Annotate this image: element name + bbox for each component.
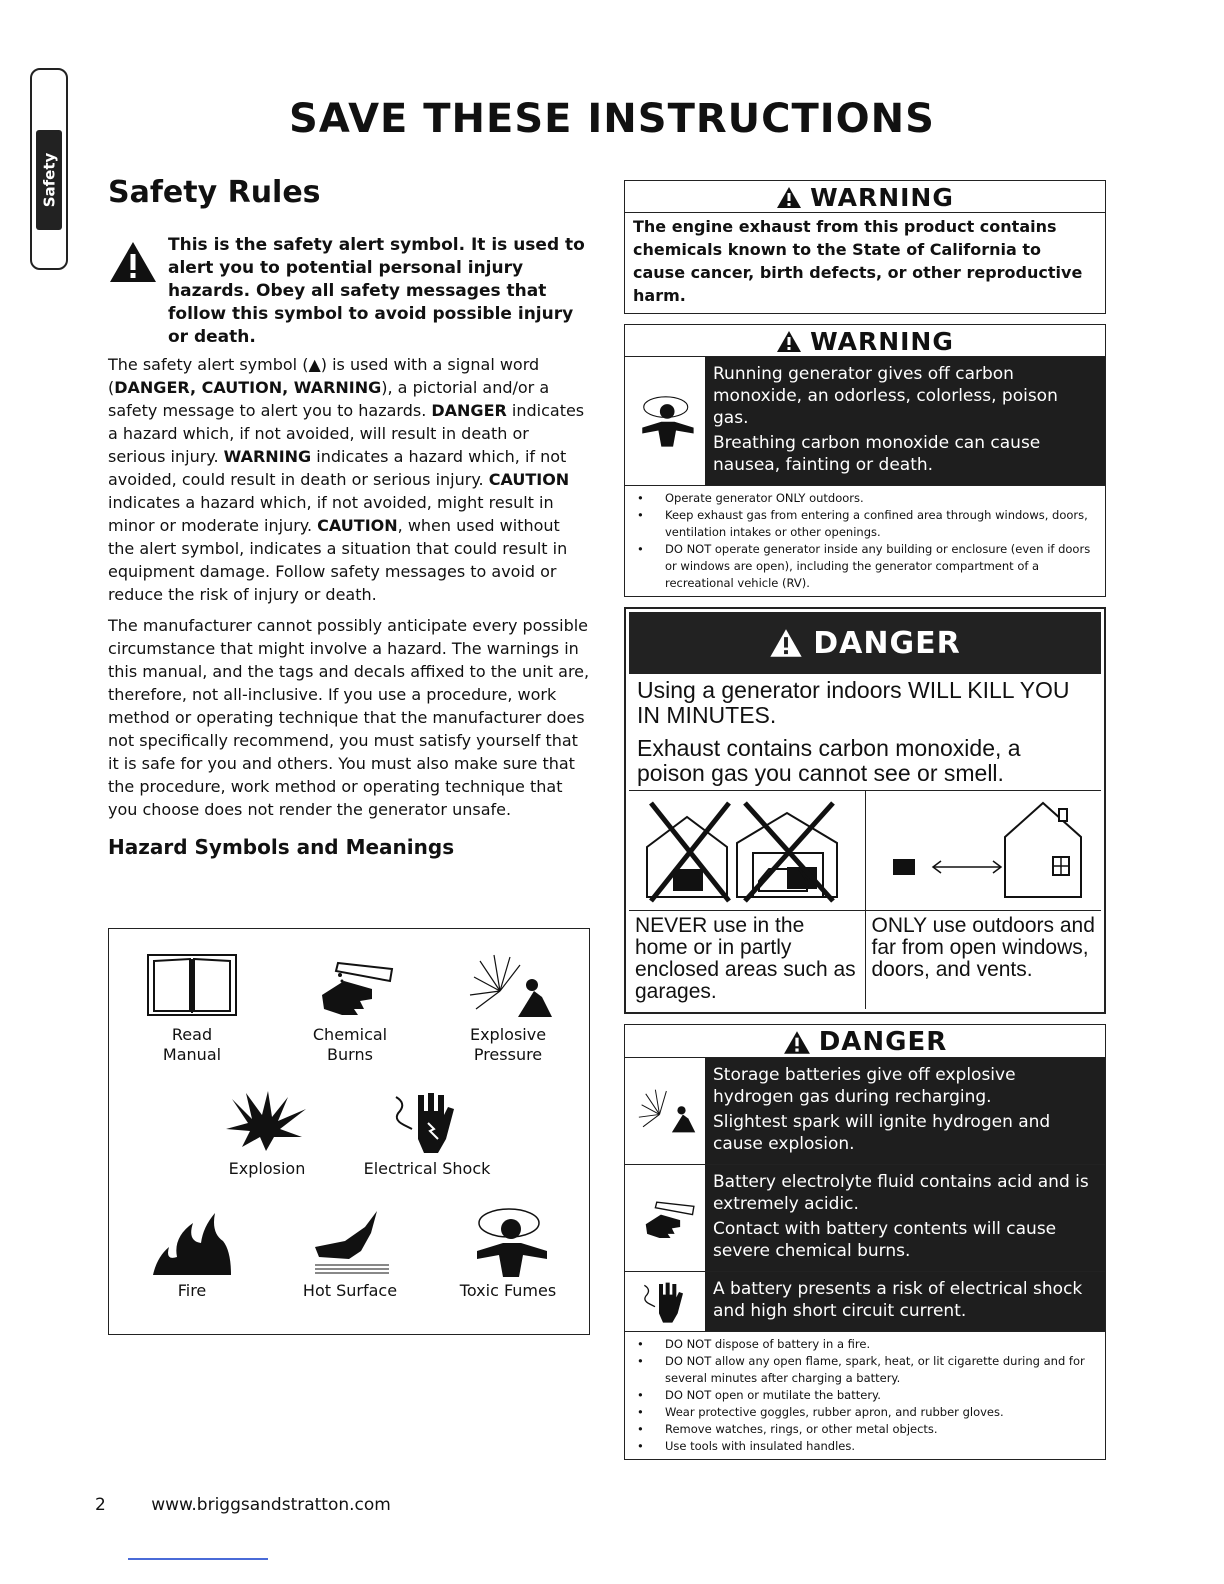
chemical-burn-icon xyxy=(632,1193,698,1243)
list-item: • Operate generator ONLY outdoors. xyxy=(637,490,1097,507)
danger-generator-indoors xyxy=(624,607,1106,1014)
only-outdoors-panel xyxy=(865,791,1102,1009)
warning-signal-1: WARNING xyxy=(625,181,1105,212)
hazard-explosion: Explosion xyxy=(207,1089,327,1179)
warning-signal-2: WARNING xyxy=(625,325,1105,356)
list-item: • Use tools with insulated handles. xyxy=(637,1438,1097,1455)
danger-line-2: Exhaust contains carbon monoxide, a poison gas you cannot see or smell. xyxy=(629,732,1101,791)
danger-signal-2: DANGER xyxy=(625,1025,1105,1057)
list-item: • Wear protective goggles, rubber apron, and rubber gloves. xyxy=(637,1404,1097,1421)
hazard-symbols-box xyxy=(108,928,590,1335)
safety-rules-section xyxy=(108,175,590,859)
co-warning-bullets xyxy=(625,485,1105,596)
list-item: • DO NOT dispose of battery in a fire. xyxy=(637,1336,1097,1353)
chemical-burn-icon xyxy=(302,951,398,1021)
battery-row-chemical: Battery electrolyte fluid contains acid and is extremely acidic. Contact with battery contents will cause severe chemical burns. xyxy=(625,1164,1105,1271)
hazard-fire: Fire xyxy=(137,1207,247,1301)
only-caption: ONLY use outdoors and far from open windows, doors, and vents. xyxy=(871,914,1095,981)
electrical-shock-icon xyxy=(382,1089,472,1155)
list-item: • DO NOT operate generator inside any building or enclosure (even if doors or windows are open), including the generator compartment of a recreational vehicle (RV). xyxy=(637,541,1097,592)
toxic-fumes-icon xyxy=(632,393,698,449)
alert-intro: This is the safety alert symbol. It is used to alert you to potential personal injury hazards. Obey all safety messages that follow this symbol to avoid possible injury or death. xyxy=(108,234,590,349)
electrical-shock-icon xyxy=(635,1277,695,1327)
hazard-read-manual: Read Manual xyxy=(137,951,247,1065)
safety-alert-icon xyxy=(776,330,802,353)
hazard-hot-surface: Hot Surface xyxy=(295,1207,405,1301)
safety-alert-icon xyxy=(108,240,158,284)
never-indoors-illustration xyxy=(629,791,865,911)
inline-alert-icon: ▲ xyxy=(308,355,321,374)
battery-row-shock: A battery presents a risk of electrical shock and high short circuit current. xyxy=(625,1271,1105,1331)
page-title: SAVE THESE INSTRUCTIONS xyxy=(289,96,935,142)
signal-words-paragraph: The safety alert symbol (▲) is used with a signal word (DANGER, CAUTION, WARNING), a pictorial and/or a safety message to alert you to hazards. DANGER indicates a hazard which, if not avoided, will result in death or serious injury. WARNING indicates a hazard which, if not avoided, could result in death or serious injury. CAUTION indicates a hazard which, if not avoided, might result in minor or moderate injury. CAUTION, when used without the alert symbol, indicates a situation that could result in equipment damage. Follow safety messages to avoid or reduce the risk of injury or death. xyxy=(108,355,585,604)
safety-rules-heading: Safety Rules xyxy=(108,175,321,210)
warning-california xyxy=(624,180,1106,314)
side-tab-label-bg xyxy=(36,130,62,230)
never-indoors-panel xyxy=(629,791,865,1009)
never-caption: NEVER use in the home or in partly enclosed areas such as garages. xyxy=(635,914,856,1003)
danger-signal-1: DANGER xyxy=(629,612,1101,674)
explosive-pressure-icon xyxy=(460,951,556,1021)
safety-alert-icon xyxy=(769,628,803,658)
hot-surface-icon xyxy=(305,1207,395,1277)
page-footer xyxy=(95,1495,391,1515)
battery-row-explosive: Storage batteries give off explosive hydrogen gas during recharging. Slightest spark will ignite hydrogen and cause explosion. xyxy=(625,1058,1105,1164)
hazard-electrical-shock: Electrical Shock xyxy=(347,1089,507,1179)
danger-battery xyxy=(624,1024,1106,1460)
book-icon xyxy=(144,951,240,1021)
co-warning-panel: Running generator gives off carbon monoxide, an odorless, colorless, poison gas. Breathing carbon monoxide can cause nausea, fainting or death. xyxy=(705,357,1105,485)
safety-alert-icon xyxy=(783,1030,811,1055)
hazard-toxic-fumes: Toxic Fumes xyxy=(453,1207,563,1301)
fire-icon xyxy=(147,1207,237,1277)
battery-danger-bullets xyxy=(625,1331,1105,1459)
hazard-chemical-burns: Chemical Burns xyxy=(295,951,405,1065)
battery-danger-rows xyxy=(625,1057,1105,1331)
explosion-icon xyxy=(222,1089,312,1155)
warning-california-message: The engine exhaust from this product contains chemicals known to the State of California to cause cancer, birth defects, or other reproductive harm. xyxy=(625,212,1105,313)
side-tab-label: Safety xyxy=(40,152,59,208)
manufacturer-paragraph: The manufacturer cannot possibly anticipate every possible circumstance that might involve a hazard. The warnings in this manual, and the tags and decals affixed to the unit are, therefore, not all-inclusive. If you use a procedure, work method or operating technique that the manufacturer does not specifically recommend, you must satisfy yourself that it is safe for you and others. You must also make sure that the procedure, work method or operating technique that you choose does not render the generator unsafe. xyxy=(108,616,590,819)
danger-line-1: Using a generator indoors WILL KILL YOU IN MINUTES. xyxy=(637,677,1070,728)
list-item: • DO NOT allow any open flame, spark, heat, or lit cigarette during and for several minutes after charging a battery. xyxy=(637,1353,1097,1387)
toxic-fumes-icon-cell xyxy=(625,357,705,485)
safety-alert-icon xyxy=(776,186,802,209)
explosive-pressure-icon xyxy=(632,1086,698,1136)
toxic-fumes-icon xyxy=(463,1207,553,1277)
hazard-explosive-pressure: Explosive Pressure xyxy=(453,951,563,1065)
hazard-symbols-heading: Hazard Symbols and Meanings xyxy=(108,835,455,859)
only-outdoors-illustration xyxy=(866,791,1102,911)
crossed-house-garage-icon xyxy=(637,797,857,905)
warning-carbon-monoxide xyxy=(624,324,1106,597)
warnings-column xyxy=(624,180,1106,1470)
list-item: • Keep exhaust gas from entering a confined area through windows, doors, ventilation intakes or other openings. xyxy=(637,507,1097,541)
list-item: • DO NOT open or mutilate the battery. xyxy=(637,1387,1097,1404)
page-number: 2 xyxy=(95,1495,106,1515)
indoor-outdoor-comparison xyxy=(629,791,1101,1009)
footer-divider xyxy=(128,1558,268,1560)
website-url: www.briggsandstratton.com xyxy=(151,1495,391,1515)
list-item: • Remove watches, rings, or other metal objects. xyxy=(637,1421,1097,1438)
generator-away-from-house-icon xyxy=(873,797,1093,905)
